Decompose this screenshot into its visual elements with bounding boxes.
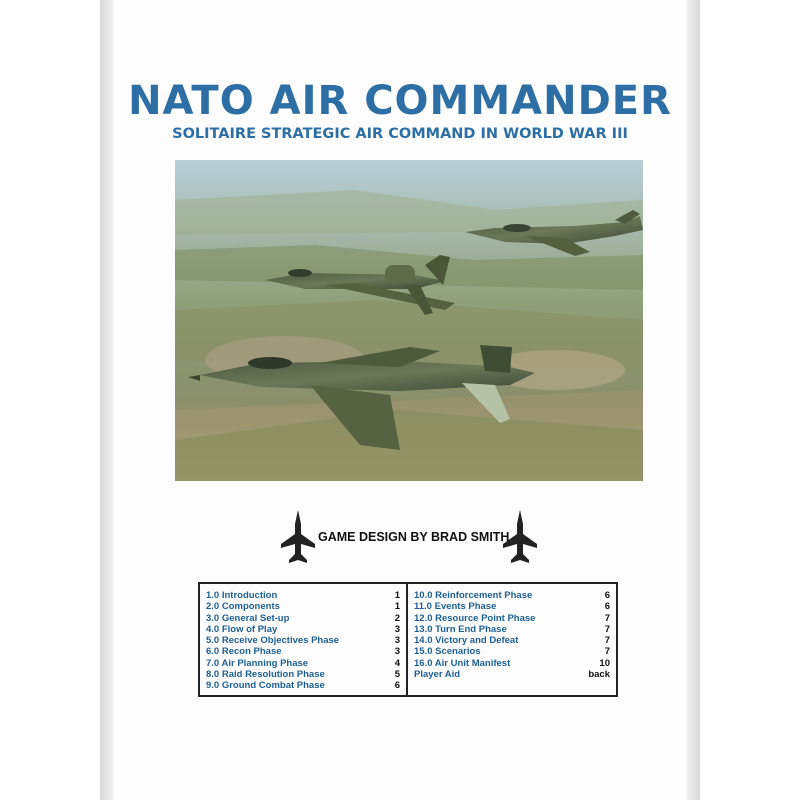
toc-entry-label: 5.0 Receive Objectives Phase xyxy=(206,635,340,647)
toc-entry xyxy=(414,601,610,612)
toc-entry-page: 7 xyxy=(604,612,610,624)
toc-entry xyxy=(206,601,400,612)
toc-entry-label: 2.0 Components xyxy=(206,601,280,613)
toc-entry-label: 4.0 Flow of Play xyxy=(206,623,278,635)
design-credit-row xyxy=(280,510,540,570)
toc-entry-page: 1 xyxy=(394,601,400,613)
toc-entry-page: 10 xyxy=(599,657,610,669)
toc-entry-label: 10.0 Reinforcement Phase xyxy=(414,590,533,601)
toc-entry xyxy=(414,624,610,635)
fighter-jet-icon xyxy=(280,510,316,566)
toc-entry xyxy=(206,669,400,680)
toc-entry xyxy=(414,646,610,657)
toc-entry-label: 6.0 Recon Phase xyxy=(206,646,282,658)
toc-entry-label: 9.0 Ground Combat Phase xyxy=(206,680,325,692)
toc-entry-page: 1 xyxy=(394,590,400,601)
toc-entry-label: 8.0 Raid Resolution Phase xyxy=(206,669,325,681)
document-subtitle: SOLITAIRE STRATEGIC AIR COMMAND IN WORLD WAR III xyxy=(172,126,628,142)
toc-entry-label: 3.0 General Set-up xyxy=(206,612,290,624)
toc-entry-label: Player Aid xyxy=(414,669,461,681)
toc-entry-page: 6 xyxy=(604,601,610,613)
toc-entry-label: 7.0 Air Planning Phase xyxy=(206,657,309,669)
toc-entry-page: 6 xyxy=(394,680,400,692)
toc-entry xyxy=(414,613,610,624)
toc-entry-page: 7 xyxy=(604,635,610,647)
toc-column-right xyxy=(408,584,616,695)
toc-entry-page: back xyxy=(588,669,610,681)
toc-entry xyxy=(206,646,400,657)
fighter-jet-icon xyxy=(502,510,538,566)
toc-entry xyxy=(206,624,400,635)
toc-entry-label: 13.0 Turn End Phase xyxy=(414,623,507,635)
toc-entry-page: 7 xyxy=(604,623,610,635)
toc-entry-page: 3 xyxy=(394,623,400,635)
toc-entry xyxy=(206,613,400,624)
toc-entry xyxy=(206,590,400,601)
toc-entry-page: 6 xyxy=(604,590,610,601)
toc-entry-page: 4 xyxy=(394,657,400,669)
toc-entry xyxy=(414,635,610,646)
jets-over-landscape-image xyxy=(175,160,643,481)
toc-entry-label: 16.0 Air Unit Manifest xyxy=(414,657,511,669)
toc-entry-page: 7 xyxy=(604,646,610,658)
toc-entry-page: 2 xyxy=(394,612,400,624)
toc-entry-label: 15.0 Scenarios xyxy=(414,646,481,658)
toc-entry xyxy=(414,669,610,680)
toc-entry-page: 3 xyxy=(394,635,400,647)
design-credit: GAME DESIGN BY BRAD SMITH xyxy=(318,530,510,544)
toc-column-left xyxy=(200,584,408,695)
document-title: NATO AIR COMMANDER xyxy=(128,78,672,124)
toc-entry xyxy=(206,680,400,691)
toc-entry xyxy=(414,590,610,601)
table-of-contents xyxy=(198,582,618,697)
toc-entry xyxy=(206,658,400,669)
toc-entry-label: 11.0 Events Phase xyxy=(414,601,497,613)
toc-entry-label: 14.0 Victory and Defeat xyxy=(414,635,519,647)
toc-entry-page: 3 xyxy=(394,646,400,658)
toc-entry-label: 12.0 Resource Point Phase xyxy=(414,612,536,624)
toc-entry-label: 1.0 Introduction xyxy=(206,590,278,601)
toc-entry-page: 5 xyxy=(394,669,400,681)
cover-photo xyxy=(175,160,643,481)
toc-entry xyxy=(414,658,610,669)
toc-entry xyxy=(206,635,400,646)
